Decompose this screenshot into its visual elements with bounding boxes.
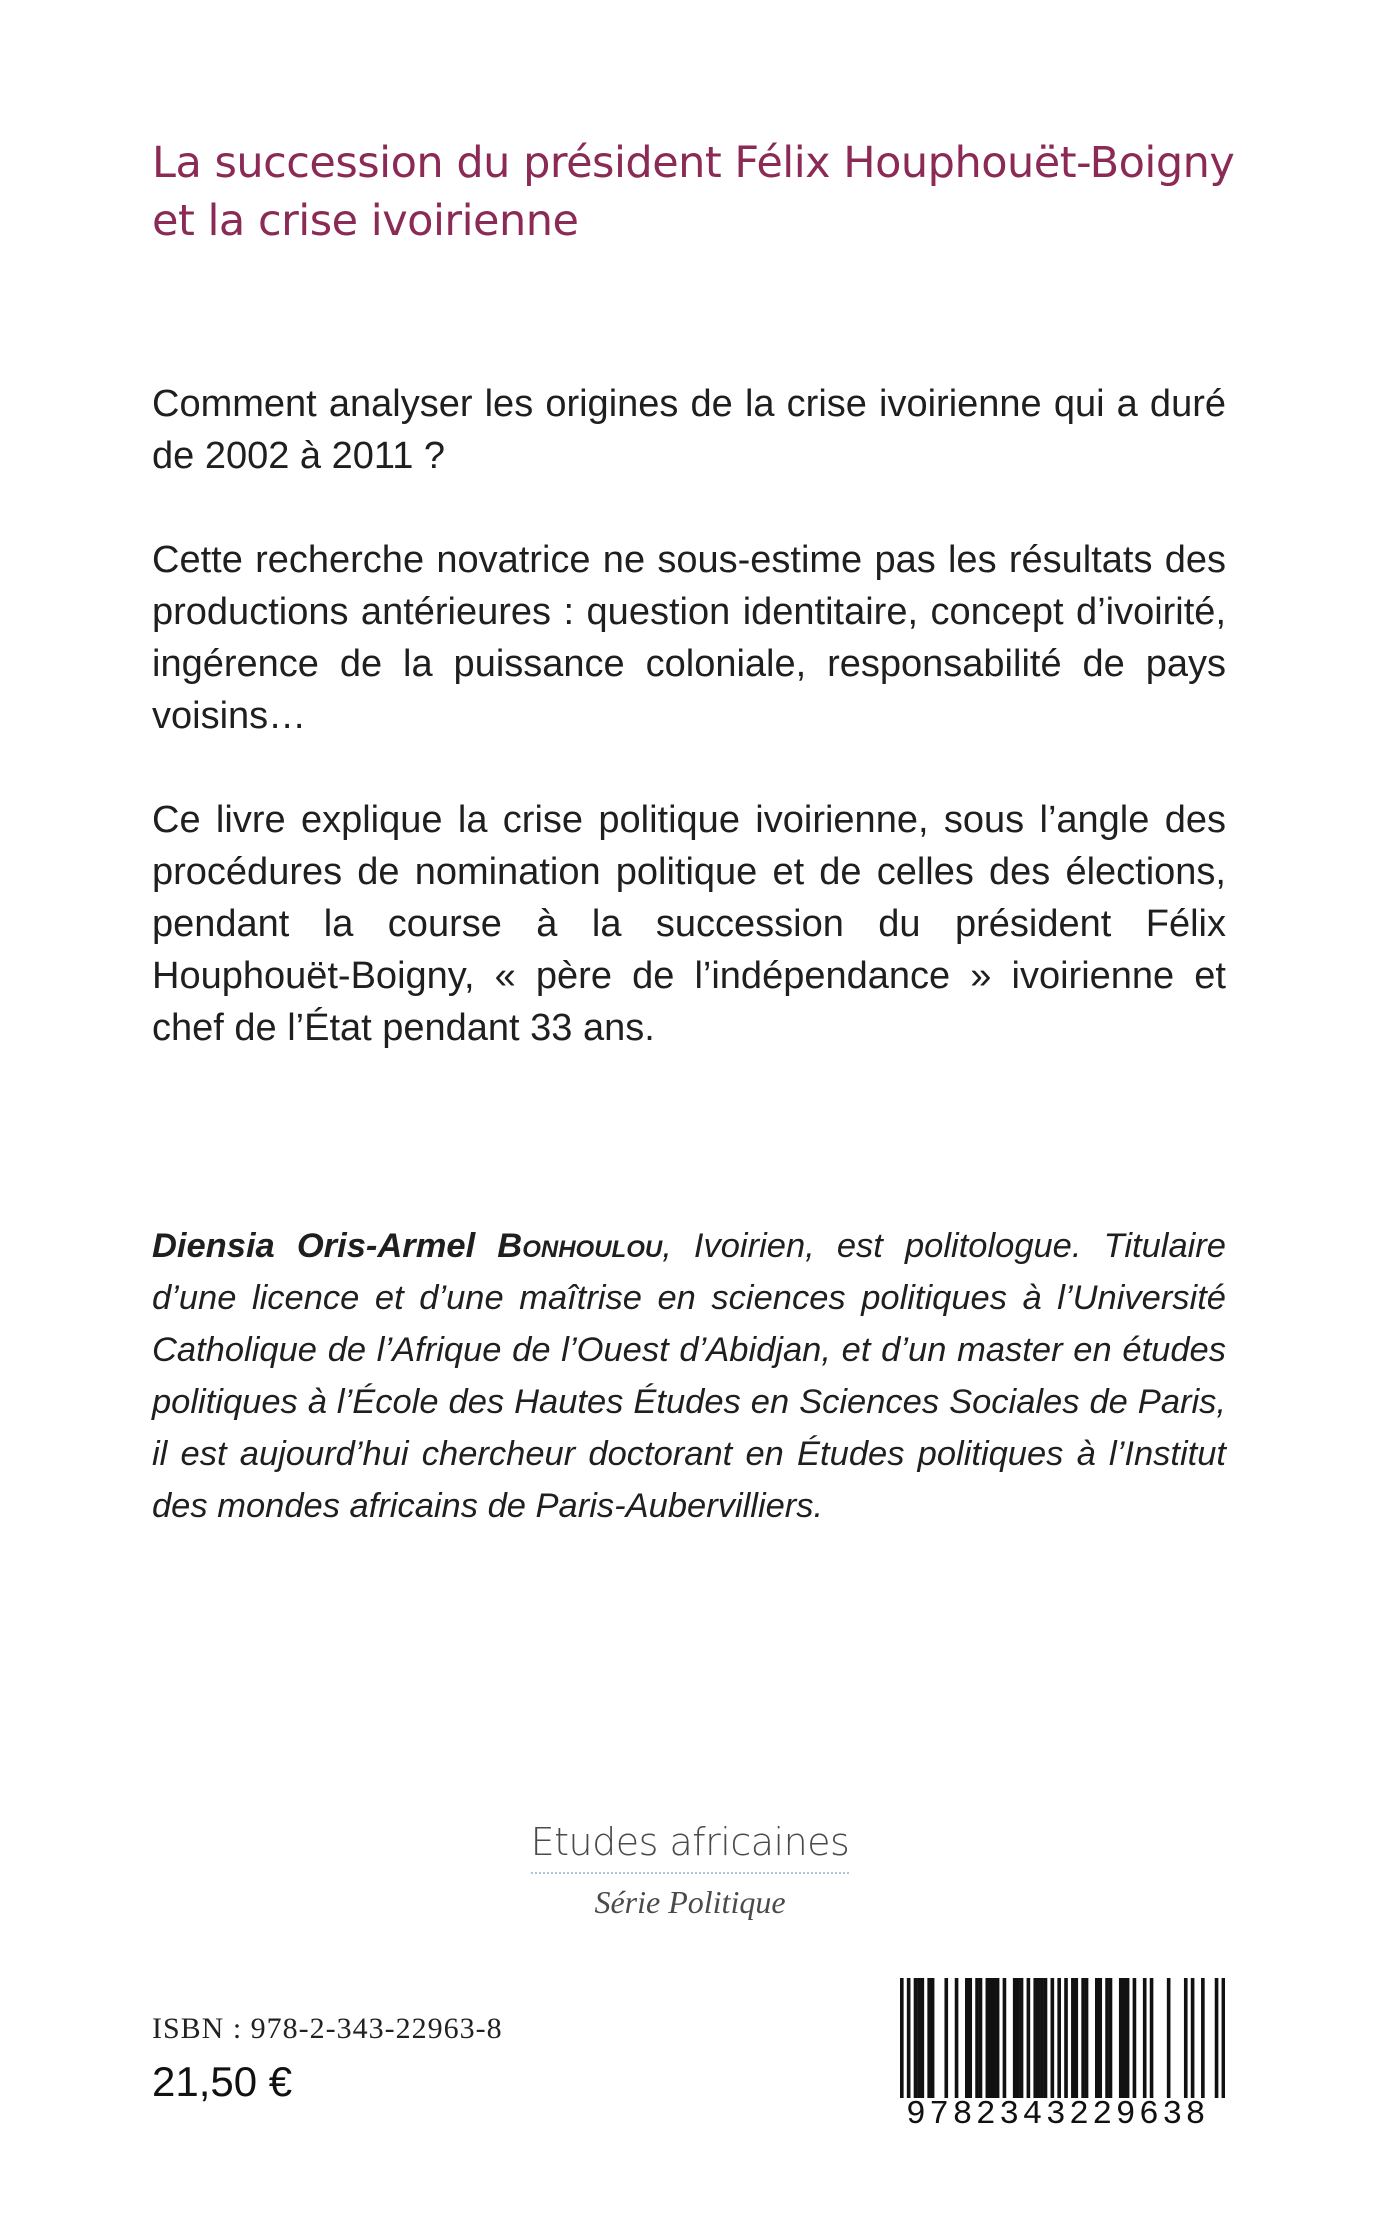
barcode-bar — [955, 1978, 959, 2098]
barcode-bar — [986, 1978, 990, 2098]
barcode-bar — [968, 1978, 972, 2098]
author-bio — [152, 1220, 1226, 1532]
barcode-bar — [1105, 1978, 1109, 2098]
barcode-bar — [907, 1978, 911, 2098]
barcode-bar — [1074, 1978, 1078, 2098]
barcode-bar — [1095, 1978, 1099, 2098]
barcode-bar — [900, 1978, 904, 2098]
barcode-bar — [975, 1978, 979, 2098]
series-subseries: Série Politique — [594, 1884, 786, 1920]
blurb-paragraph-2: Cette recherche novatrice ne sous-estime pas les résultats des productions antérieures : question identitaire, concept d’ivoirité, ingérence de la puissance coloniale, responsabilité de pays voisins… — [152, 539, 1226, 737]
barcode-bar — [1040, 1978, 1044, 2098]
barcode-bar — [1167, 1978, 1171, 2098]
barcode-bar — [1085, 1978, 1089, 2098]
barcode-bar — [1122, 1978, 1126, 2098]
barcode-bar — [931, 1978, 935, 2098]
barcode-bar — [989, 1978, 993, 2098]
book-title-line-2: et la crise ivoirienne — [152, 196, 579, 246]
barcode-bar — [1003, 1978, 1007, 2098]
barcode-bar — [965, 1978, 969, 2098]
barcode-bar — [1222, 1978, 1225, 2098]
barcode-bar — [1201, 1978, 1205, 2098]
barcode-digits: 9782343229638 — [906, 2096, 1209, 2133]
barcode-bar — [1016, 1978, 1020, 2098]
author-surname: Bonhoulou — [497, 1227, 663, 1265]
barcode-bar — [1057, 1978, 1061, 2098]
blurb-paragraph-3: Ce livre explique la crise politique ivoirienne, sous l’angle des procédures de nomination politique et de celles des élections, pendant la course à la succession du président Félix Houphouët-Boigny, « père de l’indépendance » ivoirienne et chef de l’État pendant 33 ans. — [152, 799, 1226, 1049]
barcode-bar — [1081, 1978, 1085, 2098]
barcode-bar — [1013, 1978, 1017, 2098]
barcode-bar — [1191, 1978, 1195, 2098]
barcode-bar — [992, 1978, 996, 2098]
barcode-bar — [1215, 1978, 1219, 2098]
book-title — [152, 134, 1272, 250]
barcode-bar — [944, 1978, 948, 2098]
barcode-bar — [996, 1978, 1000, 2098]
barcode-bar — [1071, 1978, 1075, 2098]
series-name: Etudes africaines — [531, 1820, 850, 1874]
barcode-bar — [1133, 1978, 1137, 2098]
barcode-bar — [1051, 1978, 1055, 2098]
series-block — [500, 1820, 880, 1921]
barcode-bar — [1126, 1978, 1130, 2098]
blurb — [152, 378, 1226, 1054]
barcode-bars — [900, 1978, 1225, 2098]
price: 21,50 € — [152, 2058, 293, 2105]
barcode-bar — [917, 1978, 921, 2098]
barcode-bar — [979, 1978, 983, 2098]
barcode-bar — [1150, 1978, 1154, 2098]
barcode-bar — [1184, 1978, 1188, 2098]
barcode-bar — [914, 1978, 918, 2098]
barcode-bar — [1143, 1978, 1147, 2098]
barcode-bar — [1020, 1978, 1024, 2098]
barcode-bar — [1037, 1978, 1041, 2098]
barcode-bar — [1109, 1978, 1113, 2098]
barcode-bar — [1119, 1978, 1123, 2098]
book-title-line-1: La succession du président Félix Houphouët-Boigny — [152, 138, 1235, 188]
barcode-bar — [927, 1978, 931, 2098]
barcode-bar — [921, 1978, 925, 2098]
author-bio-text: , Ivoirien, est politologue. Titulaire d’une licence et d’une maîtrise en sciences politiques à l’Université Catholique de l’Afrique de l’Ouest d’Abidjan, et d’un master en études politiques à l’École des Hautes Études en Sciences Sociales de Paris, il est aujourd’hui chercheur doctorant en Études politiques à l’Institut des mondes africains de Paris-Aubervilliers. — [152, 1227, 1226, 1525]
barcode-bar — [1033, 1978, 1037, 2098]
barcode-bar — [1027, 1978, 1031, 2098]
barcode-bar — [1044, 1978, 1048, 2098]
barcode-bar — [1064, 1978, 1068, 2098]
barcode-bar — [1098, 1978, 1102, 2098]
blurb-paragraph-1: Comment analyser les origines de la crise ivoirienne qui a duré de 2002 à 2011 ? — [152, 383, 1226, 477]
author-given-name: Diensia Oris-Armel — [152, 1227, 498, 1265]
barcode — [900, 1978, 1225, 2098]
isbn: ISBN : 978-2-343-22963-8 — [152, 2012, 503, 2045]
